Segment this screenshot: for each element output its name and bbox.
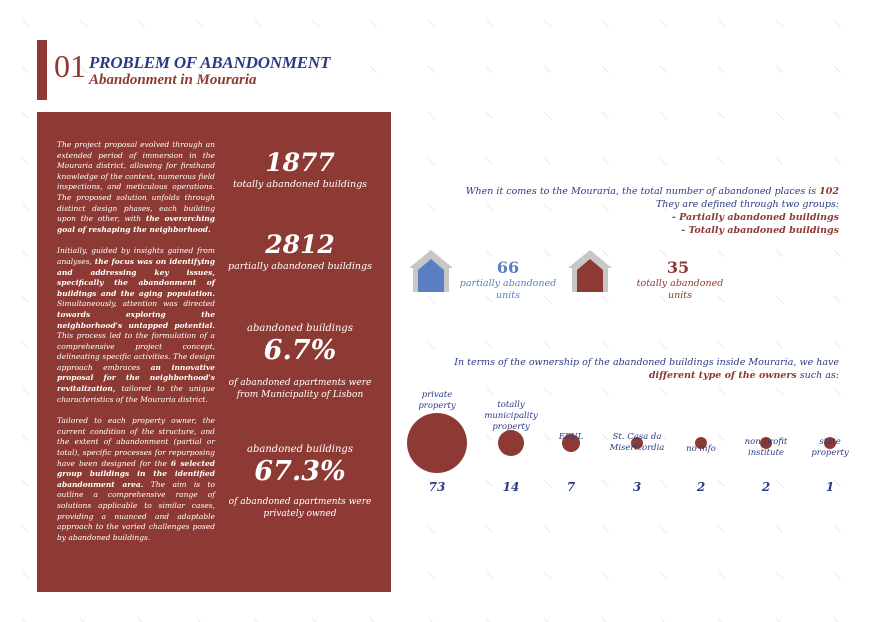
group-partial: - Partially abandoned buildings <box>671 212 839 223</box>
stat-label: of abandoned apartments were privately owned <box>228 497 372 519</box>
stat-municipal-share <box>226 322 374 401</box>
owner-label: EPUL <box>558 432 584 442</box>
section-number: 01 <box>54 48 86 84</box>
partial-units-value: 66 <box>496 258 520 277</box>
intro-paragraph-3: Tailored to each property owner, the current condition of the structure, and the extent of abandonment (partial or total), specific processes for repurposing have been designed for the 6 selected group buildings in the identified abandonment area. The aim is to outline a comprehensive range of solutions applicable to similar cases, providing a nuanced and adaptable approach to the varied challenges posed by abandoned buildings. <box>57 416 216 542</box>
owner-bubble <box>498 430 524 456</box>
total-count: 102 <box>819 186 839 197</box>
owner-count: 2 <box>696 480 706 494</box>
owner-label: private property <box>418 390 456 411</box>
stat-label: totally abandoned buildings <box>232 179 368 190</box>
partial-units-label: partially abandoned units <box>459 278 557 301</box>
abandonment-summary: When it comes to the Mouraria, the total number of abandoned places is 102 They are defined through two groups: - Partially abandoned buildings - Totally abandoned buildings <box>465 186 839 236</box>
stat-prefix: abandoned buildings <box>247 444 353 455</box>
intro-paragraph-2: Initially, guided by insights gained from analyses, the focus was on identifying and addressing key issues, specifically the abandonment of buildings and the aging population. Simultaneously, attention was directed towards exploring the neighborhood's untapped potential. This process led to the formulation of a comprehensive project concept, delineating specific activities. The design approach embraces an innovative proposal for the neighborhood's revitalization, tailored to the unique characteristics of the Mouraria district. <box>57 246 216 404</box>
house-blue-icon <box>407 248 455 294</box>
ownership-intro: In terms of the ownership of the abandoned buildings inside Mouraria, we have different type of the owners such as: <box>454 357 839 381</box>
stat-value: 1877 <box>265 148 335 177</box>
owner-count: 73 <box>428 480 446 494</box>
stat-value: 6.7% <box>263 335 337 366</box>
stat-totally-abandoned <box>226 148 374 191</box>
owner-count: 14 <box>502 480 520 494</box>
stat-prefix: abandoned buildings <box>247 323 353 334</box>
total-units-label: totally abandoned units <box>636 278 724 301</box>
owner-label: St. Casa da Misericordia <box>609 432 665 453</box>
owner-label: totally municipality property <box>484 400 538 432</box>
owner-count: 2 <box>761 480 771 494</box>
section-subtitle: Abandonment in Mouraria <box>89 72 257 88</box>
owner-bubble <box>407 413 467 473</box>
section-accent-bar <box>37 40 47 100</box>
stat-private-share <box>226 443 374 520</box>
intro-text <box>57 140 215 554</box>
house-red-icon <box>566 248 614 294</box>
owner-label: non-profit institute <box>744 437 788 458</box>
stat-partially-abandoned <box>226 230 374 273</box>
stat-value: 2812 <box>265 230 335 259</box>
owner-count: 3 <box>632 480 642 494</box>
owner-count: 1 <box>825 480 835 494</box>
total-units-value: 35 <box>666 258 690 277</box>
stat-label: of abandoned apartments were from Municipality of Lisbon <box>228 378 372 400</box>
owner-label: no info <box>686 444 716 454</box>
group-total: - Totally abandoned buildings <box>681 225 839 236</box>
owner-label: state property <box>811 437 849 458</box>
section-title: PROBLEM OF ABANDONMENT <box>89 53 331 72</box>
stat-value: 67.3% <box>254 456 346 487</box>
intro-paragraph-1: The project proposal evolved through an extended period of immersion in the Mouraria district, allowing for firsthand knowledge of the context, numerous field inspections, and meticulous operations. The proposed solution unfolds through distinct design phases, each building upon the other, with the overarching goal of reshaping the neighborhood. <box>57 140 216 234</box>
owner-count: 7 <box>566 480 576 494</box>
stat-label: partially abandoned buildings <box>228 261 372 272</box>
